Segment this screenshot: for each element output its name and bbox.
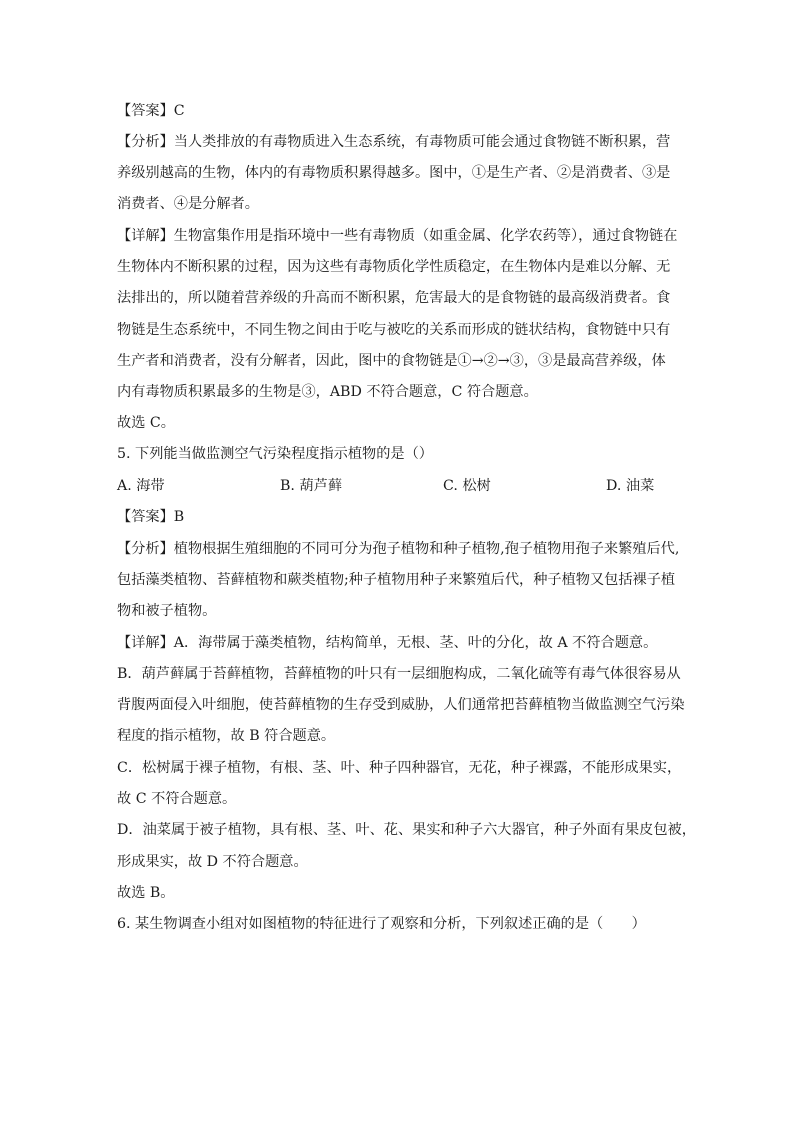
q5-detail-line: 【详解】A．海带属于藻类植物，结构简单，无根、茎、叶的分化，故 A 不符合题意。 [117, 635, 658, 651]
q5-analysis-line: 【分析】植物根据生殖细胞的不同可分为孢子植物和种子植物,孢子植物用孢子来繁殖后代, [117, 541, 680, 557]
q5-detail-line: 背腹两面侵入叶细胞，使苔藓植物的生存受到威胁，人们通常把苔藓植物当做监测空气污染 [117, 697, 685, 713]
q5-option-c: C. 松树 [443, 478, 491, 494]
q4-analysis-line: 消费者、④是分解者。 [117, 196, 259, 212]
q5-stem: 5. 下列能当做监测空气污染程度指示植物的是（） [117, 446, 433, 462]
q5-conclusion: 故选 B。 [117, 885, 175, 901]
q5-detail-line: B．葫芦藓属于苔藓植物，苔藓植物的叶只有一层细胞构成，二氧化硫等有毒气体很容易从 [117, 666, 681, 682]
q5-option-a: A. 海带 [117, 478, 165, 494]
q5-option-b: B. 葫芦藓 [280, 478, 343, 494]
q4-detail-line: 生产者和消费者，没有分解者，因此，图中的食物链是①→②→③，③是最高营养级，体 [117, 353, 666, 369]
q5-detail-line: D．油菜属于被子植物，具有根、茎、叶、花、果实和种子六大器官，种子外面有果皮包被， [117, 822, 696, 838]
q6-stem: 6. 某生物调查小组对如图植物的特征进行了观察和分析，下列叙述正确的是（ ） [117, 916, 646, 932]
q5-detail-line: C．松树属于裸子植物，有根、茎、叶、种子四种器官，无花，种子裸露，不能形成果实， [117, 760, 682, 776]
q5-option-d: D. 油菜 [606, 478, 655, 494]
q4-conclusion: 故选 C。 [117, 415, 175, 431]
q4-detail-line: 物链是生态系统中，不同生物之间由于吃与被吃的关系而形成的链状结构，食物链中只有 [117, 322, 671, 338]
q4-analysis-line: 【分析】当人类排放的有毒物质进入生态系统，有毒物质可能会通过食物链不断积累，营 [117, 134, 671, 150]
q5-analysis-line: 物和被子植物。 [117, 603, 217, 619]
q5-detail-line: 程度的指示植物，故 B 符合题意。 [117, 728, 336, 744]
q5-detail-line: 故 C 不符合题意。 [117, 791, 237, 807]
q4-detail-line: 内有毒物质积累最多的生物是③，ABD 不符合题意，C 符合题意。 [117, 384, 538, 400]
q5-analysis-line: 包括藻类植物、苔藓植物和蕨类植物;种子植物用种子来繁殖后代，种子植物又包括裸子植 [117, 572, 676, 588]
q5-answer: 【答案】B [117, 509, 185, 525]
q5-detail-line: 形成果实，故 D 不符合题意。 [117, 854, 308, 870]
q4-detail-line: 生物体内不断积累的过程，因为这些有毒物质化学性质稳定，在生物体内是难以分解、无 [117, 259, 671, 275]
q4-answer: 【答案】C [117, 103, 185, 119]
q4-analysis-line: 养级别越高的生物，体内的有毒物质积累得越多。图中，①是生产者、②是消费者、③是 [117, 165, 671, 181]
q4-detail-line: 【详解】生物富集作用是指环境中一些有毒物质（如重金属、化学农药等），通过食物链在 [117, 228, 678, 244]
q4-detail-line: 法排出的，所以随着营养级的升高而不断积累，危害最大的是食物链的最高级消费者。食 [117, 290, 671, 306]
